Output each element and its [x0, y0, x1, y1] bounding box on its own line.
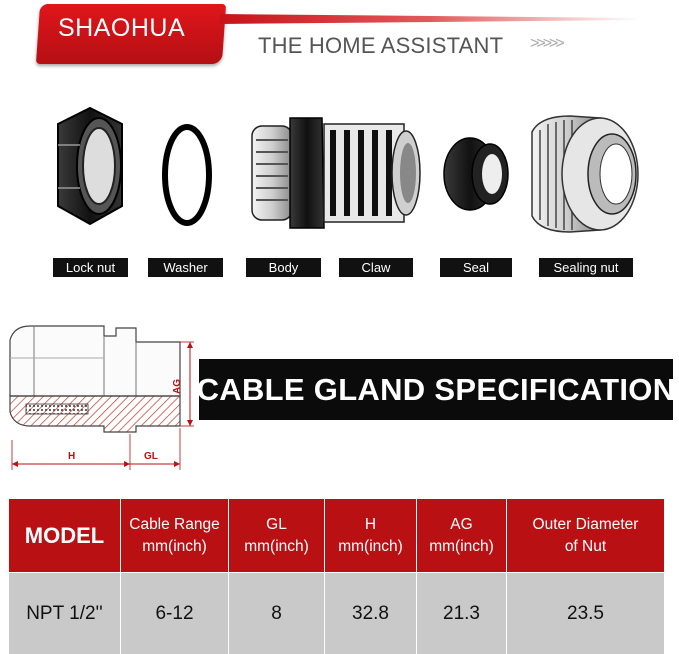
washer-icon — [165, 127, 209, 223]
cell-ag: 21.3 — [417, 573, 507, 654]
spec-table — [8, 498, 665, 654]
brand-name: SHAOHUA — [58, 14, 186, 42]
header-stripe — [220, 14, 640, 24]
tagline: THE HOME ASSISTANT — [258, 33, 504, 58]
table-header-row — [9, 499, 665, 573]
header-h: H mm(inch) — [325, 499, 417, 573]
cell-outer-diameter: 23.5 — [507, 573, 665, 654]
part-label-washer: Washer — [148, 258, 223, 277]
cell-model: NPT 1/2'' — [9, 573, 121, 654]
table-row — [9, 573, 665, 654]
header-ag: AG mm(inch) — [417, 499, 507, 573]
header-cable-range: Cable Range mm(inch) — [121, 499, 229, 573]
part-label-lock-nut: Lock nut — [53, 258, 128, 277]
header-gl: GL mm(inch) — [229, 499, 325, 573]
parts-illustration — [0, 100, 679, 250]
sealing-nut-icon — [532, 116, 638, 232]
dim-gl-label: GL — [144, 451, 158, 462]
dim-h-label: H — [68, 451, 76, 462]
part-label-body: Body — [246, 258, 321, 277]
header-outer-diameter: Outer Diameter of Nut — [507, 499, 665, 573]
lock-nut-icon — [58, 108, 122, 224]
cell-gl: 8 — [229, 573, 325, 654]
dim-ag-label: AG — [172, 379, 183, 394]
cell-cable-range: 6-12 — [121, 573, 229, 654]
header-model: MODEL — [9, 499, 121, 573]
part-label-sealing-nut: Sealing nut — [539, 258, 633, 277]
gland-body-icon — [252, 118, 420, 228]
chevrons-right-icon: >>>>> — [530, 35, 562, 52]
spec-title-banner — [196, 359, 676, 420]
seal-icon — [444, 138, 508, 210]
cable-gland-diagram — [4, 308, 194, 480]
part-label-claw: Claw — [339, 258, 413, 277]
part-label-seal: Seal — [440, 258, 512, 277]
cell-h: 32.8 — [325, 573, 417, 654]
spec-title: CABLE GLAND SPECIFICATION — [196, 371, 676, 407]
